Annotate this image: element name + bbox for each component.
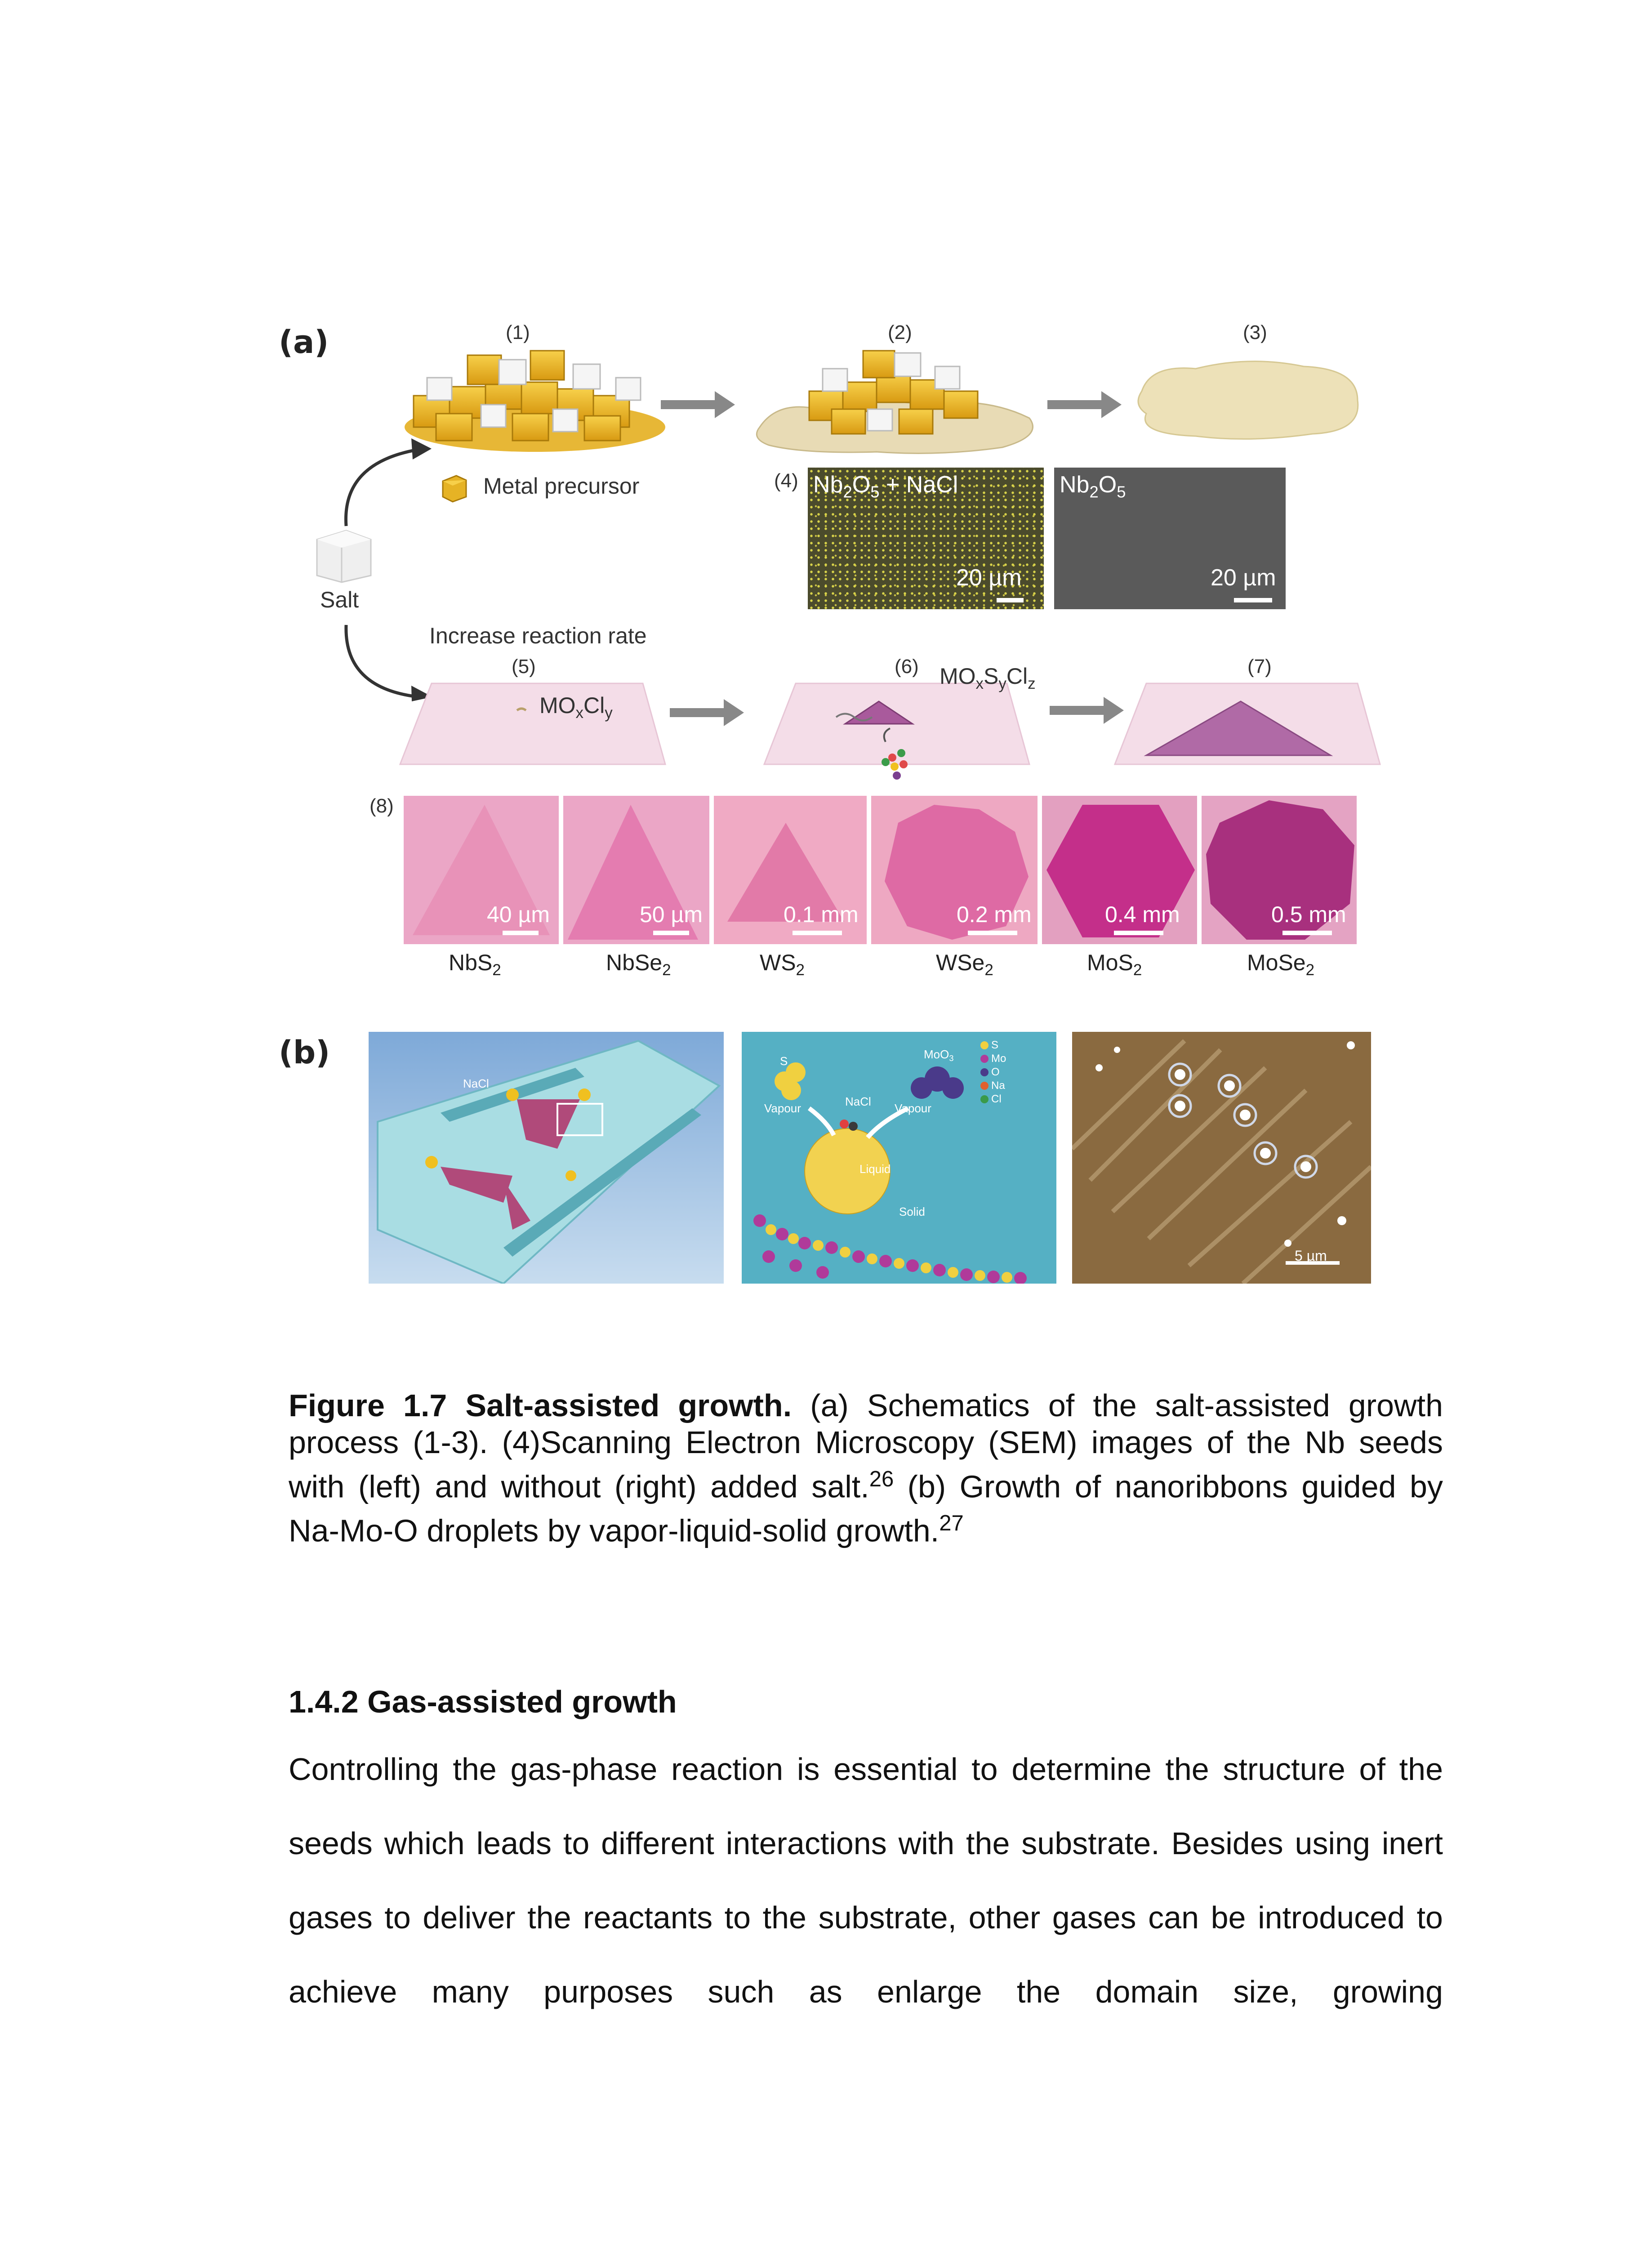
body-line: seeds which leads to different interactions with the substrate. Besides using inert [289, 1826, 1443, 1861]
arrow-right-icon [1047, 387, 1124, 423]
material-label-mose2: MoSe$_2$ [1247, 950, 1315, 979]
vls-legend [991, 1039, 1006, 1106]
tile-scale-label: 40 µm [487, 902, 550, 927]
body-line: gases to deliver the reactants to the substrate, other gases can be introduced to [289, 1900, 1443, 1935]
vls-vapour-right-label: Vapour [895, 1102, 931, 1115]
optical-image-nbs2 [404, 796, 559, 944]
curved-arrow-icon [333, 432, 436, 701]
body-line: achieve many purposes such as enlarge the domain size, growing [289, 1974, 1443, 2009]
scale-bar [997, 598, 1024, 602]
step-3-label: (3) [1243, 321, 1267, 343]
vls-mechanism-illustration [742, 1032, 1056, 1284]
caption-label: Figure 1.7 Salt-assisted growth. [289, 1388, 792, 1423]
material-label-ws2: $WS_2$ [760, 950, 805, 979]
step-2-label: (2) [888, 321, 912, 343]
nacl-schematic-label: NaCl [463, 1077, 489, 1090]
substrate-7-illustration [1106, 674, 1385, 769]
step-4-label: (4) [774, 470, 798, 492]
figure-caption [289, 1387, 1443, 1549]
scale-bar [1114, 931, 1163, 935]
tile-scale-label: 0.5 mm [1271, 902, 1346, 927]
panel-b-label: (b) [279, 1034, 330, 1071]
sem-left-scale: 20 µm [956, 565, 1022, 591]
legend-s: S [991, 1039, 999, 1051]
body-line: Controlling the gas-phase reaction is essential to determine the structure of the [289, 1752, 1443, 1787]
substrate-5-illustration [391, 674, 670, 769]
salt-label: Salt [320, 587, 359, 612]
step-5-label: (5) [512, 656, 536, 678]
sem-image-without-salt [1054, 468, 1286, 609]
sem-right-label: $Nb_2O_5$ [1060, 472, 1126, 501]
vls-vapour-left-label: Vapour [764, 1102, 801, 1115]
increase-reaction-rate-label: Increase reaction rate [429, 623, 647, 648]
nanoribbon-micrograph-image [1072, 1032, 1371, 1284]
step-8-label: (8) [370, 795, 394, 817]
tile-scale-label: 50 µm [640, 902, 703, 927]
metal-precursor-cube-icon [438, 472, 470, 504]
caption-ref-1: 26 [869, 1467, 894, 1491]
arrow-right-icon [670, 695, 746, 731]
material-label-mos2: MoS$_2$ [1087, 950, 1142, 979]
legend-o: O [991, 1066, 1000, 1078]
sem-left-label: $Nb_2O_5$ + NaCl [813, 472, 958, 501]
tile-scale-label: 0.1 mm [784, 902, 859, 927]
scale-bar [793, 931, 842, 935]
optical-image-wse2 [871, 796, 1038, 944]
moscl-label: $MO_xS_yCl_z$ [940, 664, 1036, 692]
mo-cl-label: $MO_xCl_y$ [539, 693, 613, 722]
section-heading: 1.4.2 Gas-assisted growth [289, 1684, 677, 1719]
scale-bar [503, 931, 539, 935]
sem-right-scale: 20 µm [1211, 565, 1276, 591]
sem-image-with-salt [808, 468, 1044, 609]
step-6-label: (6) [895, 656, 919, 678]
tile-scale-label: 0.4 mm [1105, 902, 1180, 927]
arrow-right-icon [661, 387, 737, 423]
material-label-wse2: WSe$_2$ [936, 950, 993, 979]
scale-bar [1234, 598, 1272, 602]
material-label-nbse2: NbSe$_2$ [606, 950, 671, 979]
caption-text-2: (b) Growth of nanoribbons guided by Na-Mo-O droplets by vapor-liquid-solid growth. [289, 1469, 1443, 1548]
optical-image-mos2 [1042, 796, 1197, 944]
legend-na: Na [991, 1079, 1005, 1092]
vls-solid-label: Solid [899, 1205, 925, 1218]
nanoribbon-schematic-illustration [369, 1032, 724, 1284]
step-1-label: (1) [506, 321, 530, 343]
scale-bar [968, 931, 1017, 935]
scale-bar [1282, 931, 1332, 935]
legend-cl: Cl [991, 1093, 1002, 1105]
melt-blob-illustration [1133, 346, 1367, 450]
scale-bar [653, 931, 689, 935]
metal-precursor-label: Metal precursor [483, 473, 640, 499]
vls-nacl-label: NaCl [845, 1095, 871, 1108]
step-7-label: (7) [1247, 656, 1272, 678]
optical-image-nbse2 [563, 796, 709, 944]
micrograph-scale-label: 5 µm [1295, 1248, 1327, 1264]
legend-mo: Mo [991, 1053, 1006, 1065]
optical-image-ws2 [714, 796, 867, 944]
vls-moo3-label: MoO$_3$ [924, 1048, 954, 1063]
vls-s-label: S [780, 1054, 788, 1068]
salt-melt-cubes-illustration [751, 342, 1047, 463]
caption-ref-2: 27 [939, 1511, 964, 1536]
tile-scale-label: 0.2 mm [957, 902, 1032, 927]
metal-precursor-cubes-illustration [396, 346, 674, 459]
material-label-nbs2: NbS$_2$ [449, 950, 501, 979]
optical-image-mose2 [1202, 796, 1357, 944]
panel-a-label: (a) [279, 324, 329, 361]
vls-liquid-label: Liquid [859, 1162, 891, 1176]
caption-text-1: (a) Schematics of the salt-assisted growth process (1-3). (4)Scanning Electron Microscopy (SEM) images of the Nb seeds with (left) and without (right) added salt. [289, 1388, 1443, 1504]
